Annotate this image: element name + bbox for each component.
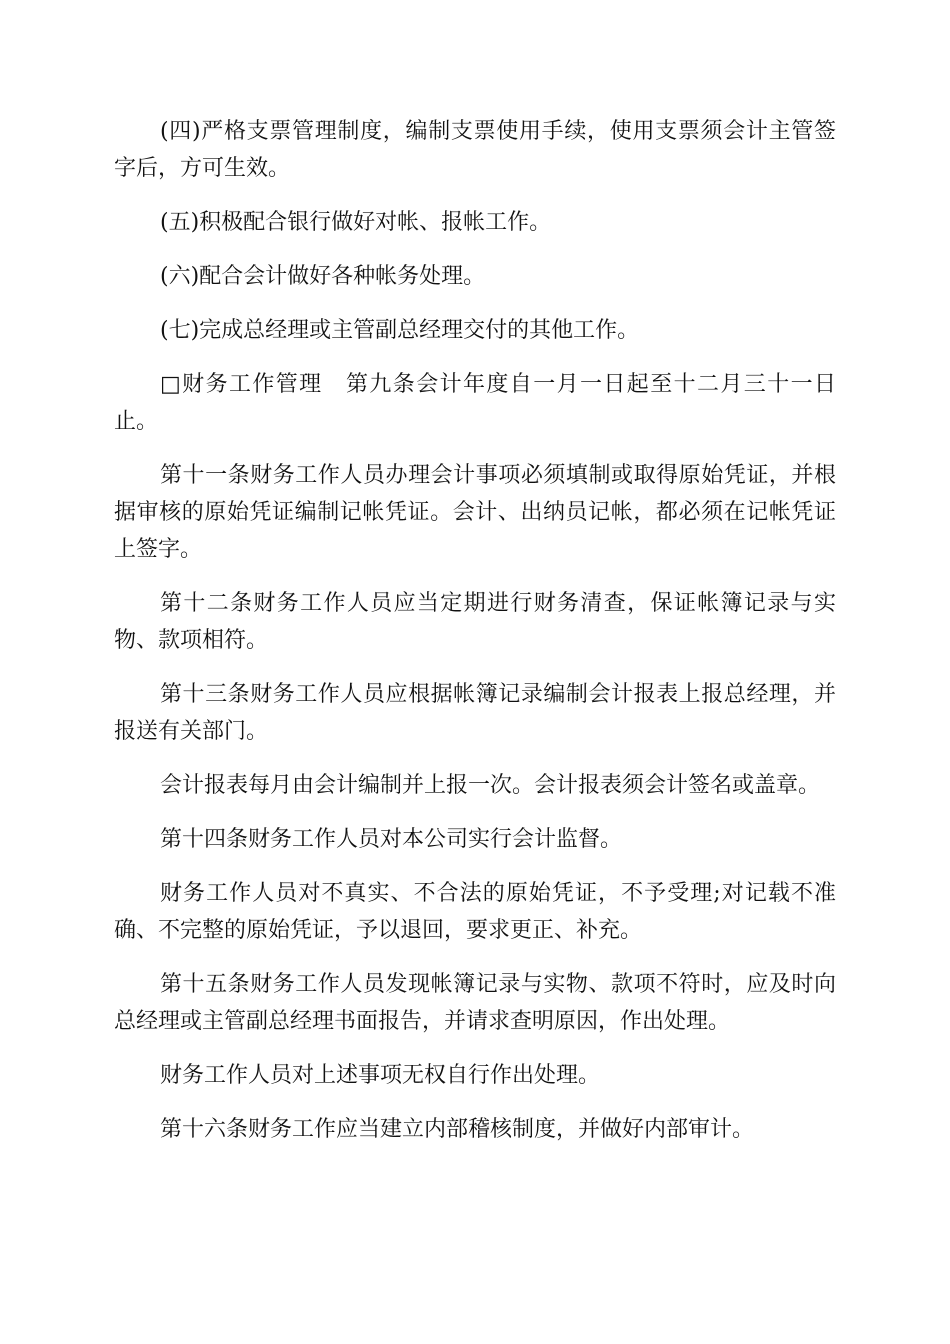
paragraph-article-12: 第十二条财务工作人员应当定期进行财务清查，保证帐簿记录与实物、款项相符。 xyxy=(114,591,836,653)
paragraph-article-14: 第十四条财务工作人员对本公司实行会计监督。 xyxy=(160,827,623,852)
paragraph-article-13: 第十三条财务工作人员应根据帐簿记录编制会计报表上报总经理，并报送有关部门。 xyxy=(114,682,836,744)
paragraph-article-16: 第十六条财务工作应当建立内部稽核制度，并做好内部审计。 xyxy=(160,1117,755,1142)
paragraph-item-7: (七)完成总经理或主管副总经理交付的其他工作。 xyxy=(160,318,640,343)
paragraph-article-11: 第十一条财务工作人员办理会计事项必须填制或取得原始凭证，并根据审核的原始凭证编制记帐凭证。会计、出纳员记帐，都必须在记帐凭证上签字。 xyxy=(114,463,836,562)
paragraph-no-authority: 财务工作人员对上述事项无权自行作出处理。 xyxy=(160,1063,601,1088)
paragraph-monthly-report: 会计报表每月由会计编制并上报一次。会计报表须会计签名或盖章。 xyxy=(160,773,821,798)
paragraph-supervision: 财务工作人员对不真实、不合法的原始凭证，不予受理;对记载不准确、不完整的原始凭证，予以退回，要求更正、补充。 xyxy=(114,881,836,943)
paragraph-item-5: (五)积极配合银行做好对帐、报帐工作。 xyxy=(160,210,552,235)
paragraph-article-15: 第十五条财务工作人员发现帐簿记录与实物、款项不符时，应及时向总经理或主管副总经理书面报告，并请求查明原因，作出处理。 xyxy=(114,972,836,1034)
paragraph-article-9: □财务工作管理 第九条会计年度自一月一日起至十二月三十一日止。 xyxy=(114,372,836,434)
paragraph-item-4: (四)严格支票管理制度，编制支票使用手续，使用支票须会计主管签字后，方可生效。 xyxy=(114,119,836,181)
document-body xyxy=(114,113,836,1165)
paragraph-item-6: (六)配合会计做好各种帐务处理。 xyxy=(160,264,486,289)
